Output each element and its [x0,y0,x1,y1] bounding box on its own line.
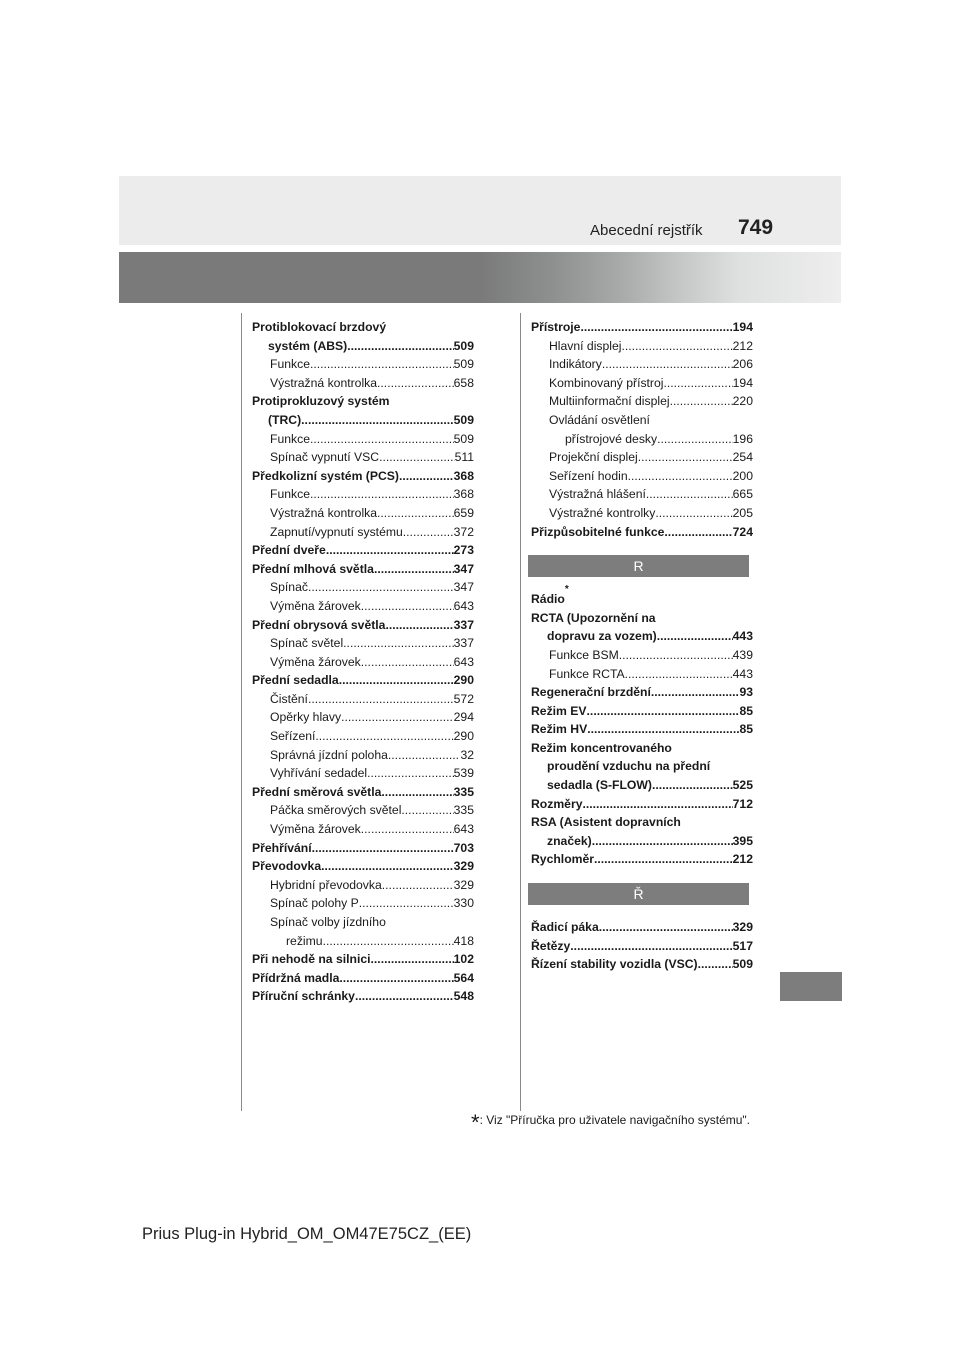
index-entry-text: Kombinovaný přístroj [549,375,664,390]
index-entry [252,746,474,765]
dot-leader [698,955,733,974]
index-entry-page: 665 [732,487,753,502]
index-entry [252,987,474,1006]
index-entry-text: Spínač světel [270,636,344,651]
index-entry [252,616,474,635]
index-entry [531,702,753,721]
index-entry [252,969,474,988]
index-entry-page: 643 [453,822,474,837]
dot-leader [339,969,453,988]
index-entry [531,850,753,869]
index-entry-page: 290 [453,673,474,688]
index-entry [252,578,474,597]
index-entry-text: RSA (Asistent dopravních [531,815,681,830]
index-entry [531,504,753,523]
index-entry [252,430,474,449]
index-entry-page: 330 [453,896,474,911]
index-entry-page: 194 [732,320,753,334]
column-divider-left [241,313,242,1111]
dot-leader [326,541,454,560]
index-entry-text: Přední dveře [252,543,326,558]
dot-leader [621,337,732,356]
index-entry-page: 658 [453,375,474,390]
index-entry [252,690,474,709]
index-entry [252,523,474,542]
dot-leader [367,764,454,783]
index-entry-page: 329 [732,920,753,935]
index-entry-text: Spínač volby jízdního [270,915,386,929]
index-entry-text: Hlavní displej [549,338,622,353]
index-entry-page: 509 [732,957,753,972]
index-entry-page: 200 [732,468,753,483]
index-entry [252,485,474,504]
index-entry-text: Výstražná kontrolka [270,375,378,390]
index-entry [531,955,753,974]
index-entry-text: Seřízení hodin [549,468,628,483]
index-entry-text: Výměna žárovek [270,654,361,669]
index-entry-page: 102 [453,952,474,967]
footnote-marker: * [564,584,569,596]
index-entry-page: 548 [453,989,474,1004]
index-entry-page: 196 [732,431,753,446]
index-entry-text: Předkolizní systém (PCS) [252,468,399,483]
index-entry-page: 509 [453,431,474,446]
index-entry-page: 93 [739,685,753,700]
index-group-r [531,609,753,869]
index-column-right [531,318,753,974]
dot-leader [312,839,454,858]
dot-leader [308,578,454,597]
index-entry [252,783,474,802]
index-entry-page: 564 [453,970,474,985]
footnote-text: : Viz "Příručka pro uživatele navigačního systému". [479,1113,750,1127]
index-entry-text: značek) [547,833,592,848]
dot-leader [310,355,454,374]
dot-leader [361,597,454,616]
page-number: 749 [738,216,774,239]
index-entry-page: 220 [732,394,753,409]
index-entry-page: 205 [732,505,753,520]
dot-leader [341,708,454,727]
index-entry-page: 509 [453,412,474,427]
index-entry [252,337,474,356]
index-entry [252,671,474,690]
dot-leader [388,746,461,765]
dot-leader [399,467,454,486]
index-entry-text: Výměna žárovek [270,822,361,837]
dot-leader [594,850,733,869]
index-entry-text: Řadicí páka [531,920,599,935]
index-entry [531,337,753,356]
index-entry-page: 525 [732,778,753,793]
index-entry [252,932,474,951]
letter-header-r-caron: Ř [528,883,749,905]
index-entry [252,318,474,337]
index-entry [531,683,753,702]
dot-leader [652,776,733,795]
dot-leader [663,374,732,393]
index-entry-text: Režim koncentrovaného [531,740,672,755]
index-entry-page: 85 [739,703,753,718]
index-entry [252,374,474,393]
index-entry [252,504,474,523]
index-entry [531,374,753,393]
dot-leader [310,430,454,449]
index-entry [531,392,753,411]
dot-leader [655,504,732,523]
index-entry-text: Přizpůsobitelné funkce [531,524,665,539]
index-entry [531,937,753,956]
index-entry-text: Protiblokovací brzdový [252,320,387,334]
index-entry-text: Funkce [270,487,310,502]
index-entry [252,597,474,616]
dot-leader [323,932,454,951]
index-entry-page: 329 [453,859,474,874]
index-entry-page: 443 [732,666,753,681]
index-entry-text: Řízení stability vozidla (VSC) [531,957,698,972]
index-entry-text: Přídržná madla [252,970,340,985]
dot-leader [664,523,732,542]
index-entry-text: Projekční displej [549,450,638,465]
index-entry-text: Přední obrysová světla [252,617,386,632]
index-entry-text: systém (ABS) [268,338,348,353]
index-entry [252,392,474,411]
index-entry [531,720,753,739]
dot-leader [580,318,732,337]
index-entry-text: (TRC) [268,412,302,427]
dot-leader [570,937,732,956]
footnote [450,1110,750,1136]
dot-leader [382,876,454,895]
index-entry-page: 395 [732,833,753,848]
index-entry-text: Rozměry [531,796,583,811]
index-entry [252,355,474,374]
index-entry [531,485,753,504]
index-entry-text: Spínač [270,580,308,595]
column-divider-middle [520,313,521,1111]
index-entry-page: 368 [453,468,474,483]
index-entry [252,950,474,969]
index-entry [252,411,474,430]
index-entry-text: Indikátory [549,357,602,372]
dot-leader [377,504,454,523]
index-entry [531,523,753,542]
index-entry-text: Funkce RCTA [549,666,625,681]
index-entry-page: 85 [739,722,753,737]
index-entry-text: Přední mlhová světla [252,561,374,576]
dot-leader [651,683,740,702]
index-entry-text: Ovládání osvětlení [549,412,650,427]
index-entry-text: Funkce [270,431,310,446]
index-entry-text: Protiprokluzový systém [252,394,390,409]
index-entry [531,467,753,486]
dot-leader [359,894,454,913]
index-entry-text: Při nehodě na silnici [252,952,371,967]
dot-leader [347,337,453,356]
dot-leader [339,671,454,690]
dot-leader [599,918,733,937]
index-entry [531,411,753,430]
index-entry-text: Výstražné kontrolky [549,505,656,520]
dot-leader [628,467,733,486]
dot-leader [381,783,453,802]
index-entry [252,913,474,932]
dot-leader [657,430,733,449]
index-entry-page: 335 [453,784,474,799]
index-entry [531,646,753,665]
index-entry-text: Čistění [270,691,308,706]
index-entry-text: režimu [286,933,323,948]
index-entry-text: sedadla (S-FLOW) [547,778,652,793]
index-entry [531,757,753,776]
index-entry-page: 368 [453,487,474,502]
dot-leader [582,795,732,814]
index-entry-page: 254 [732,450,753,465]
section-title: Abecední rejstřík [590,222,703,239]
index-entry-text: RCTA (Upozornění na [531,610,656,625]
index-entry [531,776,753,795]
index-entry [531,584,753,609]
dot-leader [301,411,453,430]
index-entry [531,918,753,937]
document-title: Prius Plug-in Hybrid_OM_OM47E75CZ_(EE) [142,1225,472,1243]
index-entry-page: 643 [453,598,474,613]
footnote-star: * [471,1110,480,1135]
index-entry-text: Regenerační brzdění [531,685,651,700]
index-entry [252,857,474,876]
index-entry-page: 509 [453,338,474,353]
index-entry-page: 294 [453,710,474,725]
index-entry-text: Rychloměr [531,852,594,867]
index-entry [531,739,753,758]
index-entry-page: 439 [732,647,753,662]
dot-leader [385,616,453,635]
index-entry [252,708,474,727]
index-entry-text: Přední sedadla [252,673,339,688]
dot-leader [401,801,453,820]
index-entry [252,727,474,746]
dot-leader [361,820,454,839]
index-entry-page: 335 [453,803,474,818]
index-entry [252,839,474,858]
index-entry [531,355,753,374]
index-entry-page: 703 [453,840,474,855]
index-entry-page: 659 [453,505,474,520]
dot-leader [321,857,454,876]
index-entry-page: 194 [732,375,753,390]
index-entry-page: 212 [732,338,753,353]
dot-leader [657,627,733,646]
index-entry [252,634,474,653]
index-entry-page: 337 [453,617,474,632]
index-entry-text: Funkce BSM [549,647,619,662]
index-entry [252,541,474,560]
index-entry [252,764,474,783]
index-entry-page: 643 [453,654,474,669]
index-entry-text: Přehřívání [252,840,312,855]
index-entry-text: Opěrky hlavy [270,710,342,725]
index-entry [252,653,474,672]
index-entry [531,795,753,814]
dot-leader [619,646,733,665]
index-entry [531,448,753,467]
index-entry-page: 724 [732,524,753,539]
dot-leader [355,987,454,1006]
dot-leader [587,702,740,721]
dot-leader [308,690,454,709]
index-entry-text: Seřízení [270,729,316,744]
dot-leader [587,720,739,739]
index-entry-text: Funkce [270,357,310,372]
dot-leader [625,665,733,684]
letter-header-r: R [528,555,749,577]
dot-leader [377,374,454,393]
index-entry [531,627,753,646]
index-entry [252,467,474,486]
index-entry-page: 290 [453,729,474,744]
index-entry-text: proudění vzduchu na přední [547,759,711,774]
index-entry-page: 347 [453,580,474,595]
index-entry-page: 517 [732,938,753,953]
index-entry-text: Příruční schránky [252,989,355,1004]
dot-leader [343,634,453,653]
chapter-side-tab [780,972,842,1001]
dot-leader [670,392,733,411]
index-entry-text: Zapnutí/vypnutí systému [270,524,403,539]
dot-leader [361,653,454,672]
index-entry-text: Režim EV [531,703,587,718]
index-entry-text: Výstražná kontrolka [270,505,378,520]
index-entry-page: 206 [732,357,753,372]
dot-leader [592,832,733,851]
index-entry-page: 418 [453,933,474,948]
index-entry-page: 511 [454,450,474,465]
decorative-gradient-bar [119,252,841,303]
index-entry-text: Řetězy [531,938,571,953]
index-column-left [252,318,474,1006]
index-entry [252,801,474,820]
index-entry-page: 572 [453,691,474,706]
index-entry [531,832,753,851]
index-entry-text: Výměna žárovek [270,598,361,613]
index-entry [252,560,474,579]
index-entry [531,318,753,337]
index-entry-text: dopravu za vozem) [547,629,657,644]
index-entry [531,813,753,832]
index-entry-page: 32 [460,747,474,762]
index-entry-page: 509 [453,357,474,372]
index-group-p [531,318,753,541]
index-entry [531,665,753,684]
index-entry-page: 329 [453,877,474,892]
index-entry-page: 347 [453,561,474,576]
dot-leader [602,355,733,374]
index-entry-page: 372 [453,524,474,539]
header-band [119,176,841,245]
dot-leader [374,560,454,579]
index-entry-page: 273 [453,543,474,558]
dot-leader [646,485,733,504]
index-entry-page: 443 [732,629,753,644]
index-entry [252,820,474,839]
index-entry [531,430,753,449]
index-entry-page: 539 [453,766,474,781]
index-entry [252,894,474,913]
index-entry-text: přístrojové desky [565,431,658,446]
index-entry-text: Hybridní převodovka [270,877,382,892]
dot-leader [371,950,454,969]
index-entry [531,609,753,628]
index-entry-text: Rádio [531,592,565,607]
dot-leader [315,727,453,746]
index-entry-text: Převodovka [252,859,322,874]
index-entry-page: 337 [453,636,474,651]
dot-leader [310,485,454,504]
index-entry [252,448,474,467]
index-entry-text: Multiinformační displej [549,394,670,409]
index-entry-text: Vyhřívání sedadel [270,766,368,781]
index-entry-text: Přední směrová světla [252,784,382,799]
index-entry-text: Výstražná hlášení [549,487,646,502]
index-entry-text: Správná jízdní poloha [270,747,388,762]
dot-leader [403,523,454,542]
index-entry-text: Režim HV [531,722,588,737]
index-entry-text: Spínač vypnutí VSC [270,450,380,465]
index-entry [252,876,474,895]
dot-leader [638,448,733,467]
index-entry-text: Přístroje [531,320,581,334]
index-entry-page: 212 [732,852,753,867]
index-entry-page: 712 [732,796,753,811]
index-group-r-caron [531,918,753,974]
index-entry-text: Spínač polohy P [270,896,359,911]
dot-leader [379,448,454,467]
index-entry-text: Páčka směrových světel [270,803,402,818]
